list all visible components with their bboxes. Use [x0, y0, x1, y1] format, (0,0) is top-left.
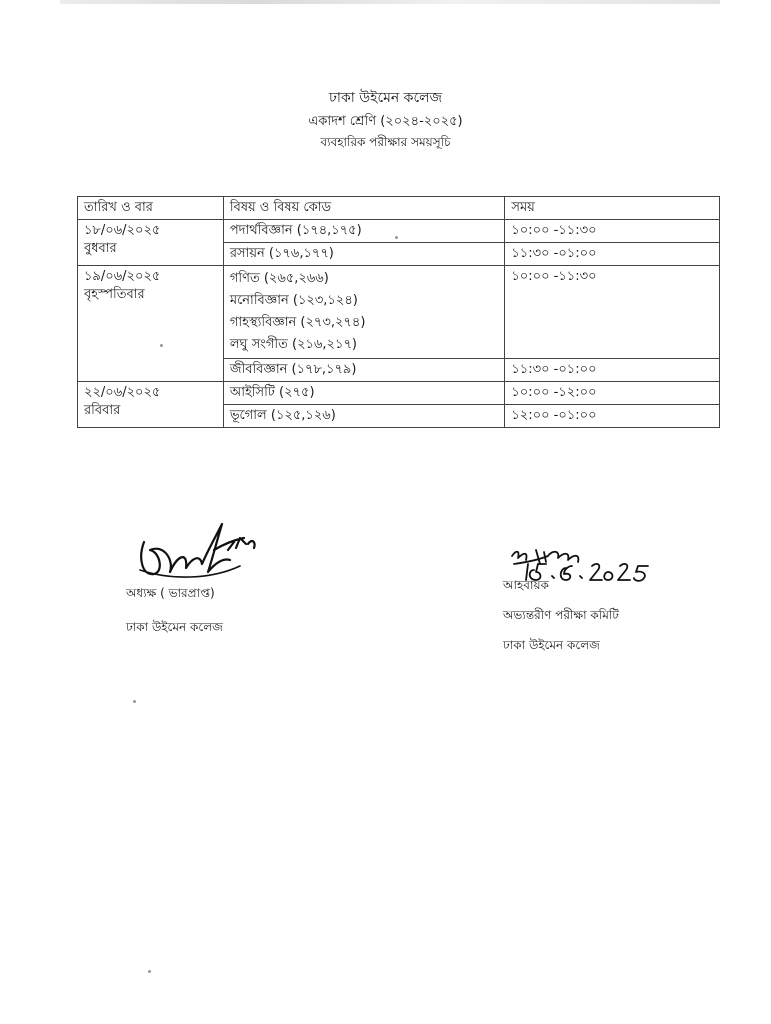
exam-time: ১০:০০ -১২:০০ [511, 385, 597, 400]
exam-date: ১৯/০৬/২০২৫ [84, 269, 161, 284]
class-session: একাদশ শ্রেণি (২০২৪-২০২৫) [308, 114, 463, 129]
time-cell [505, 220, 720, 243]
principal-signature [130, 514, 260, 586]
time-cell [505, 243, 720, 266]
subject-name: পদার্থবিজ্ঞান (১৭৪,১৭৫) [229, 223, 362, 238]
table-row [78, 220, 720, 243]
convener-designation: আহবায়ক [503, 578, 549, 592]
subject-name: আইসিটি (২৭৫) [229, 385, 315, 400]
scan-speck [148, 970, 151, 973]
subject-cell [223, 220, 505, 243]
principal-institution: ঢাকা উইমেন কলেজ [126, 620, 223, 634]
date-cell [78, 220, 224, 266]
principal-designation: অধ্যক্ষ ( ভারপ্রাপ্ত) [126, 586, 215, 600]
subject-name: মনোবিজ্ঞান (১২৩,১২৪) [229, 293, 358, 308]
subject-name: গাহস্থ্যবিজ্ঞান (২৭৩,২৭৪) [229, 315, 366, 330]
column-header-subject: বিষয় ও বিষয় কোড [223, 197, 505, 220]
convener-signature-block [503, 577, 619, 667]
date-cell [78, 266, 224, 382]
time-cell [505, 359, 720, 382]
convener-institution: ঢাকা উইমেন কলেজ [503, 638, 600, 652]
table-row [78, 266, 720, 359]
exam-time: ১০:০০ -১১:৩০ [511, 223, 597, 238]
principal-signature-block [126, 585, 223, 653]
exam-time: ১০:০০ -১১:৩০ [511, 269, 597, 284]
scan-edge-artifact [60, 0, 720, 4]
exam-date: ২২/০৬/২০২৫ [84, 385, 161, 400]
subject-name: রসায়ন (১৭৬,১৭৭) [229, 246, 334, 261]
table-row [78, 382, 720, 405]
exam-day: রবিবার [84, 403, 121, 418]
exam-day: বুধবার [84, 241, 117, 256]
date-cell [78, 382, 224, 428]
exam-day: বৃহস্পতিবার [84, 287, 145, 302]
scan-speck [395, 236, 398, 239]
exam-time: ১১:৩০ -০১:০০ [511, 362, 597, 377]
subject-cell [223, 382, 505, 405]
committee-name: অভ্যন্তরীণ পরীক্ষা কমিটি [503, 608, 619, 622]
exam-time: ১২:০০ -০১:০০ [511, 408, 597, 423]
time-cell [505, 266, 720, 359]
subject-cell [223, 266, 505, 359]
exam-date: ১৮/০৬/২০২৫ [84, 223, 161, 238]
subject-name: গণিত (২৬৫,২৬৬) [229, 271, 329, 286]
scan-speck [160, 344, 163, 347]
subject-cell [223, 243, 505, 266]
column-header-date: তারিখ ও বার [78, 197, 224, 220]
subject-name: লঘু সংগীত (২১৬,২১৭) [229, 337, 357, 352]
subject-cell [223, 359, 505, 382]
subject-cell [223, 405, 505, 428]
time-cell [505, 382, 720, 405]
time-cell [505, 405, 720, 428]
table-header-row [78, 197, 720, 220]
subject-name: জীববিজ্ঞান (১৭৮,১৭৯) [229, 362, 357, 377]
schedule-title: ব্যবহারিক পরীক্ষার সময়সূচি [320, 135, 451, 149]
column-header-time: সময় [505, 197, 720, 220]
college-name: ঢাকা উইমেন কলেজ [328, 90, 443, 106]
practical-exam-schedule-table [77, 196, 720, 428]
exam-time: ১১:৩০ -০১:০০ [511, 246, 597, 261]
subject-name: ভূগোল (১২৫,১২৬) [229, 408, 336, 423]
scan-speck [133, 700, 136, 703]
